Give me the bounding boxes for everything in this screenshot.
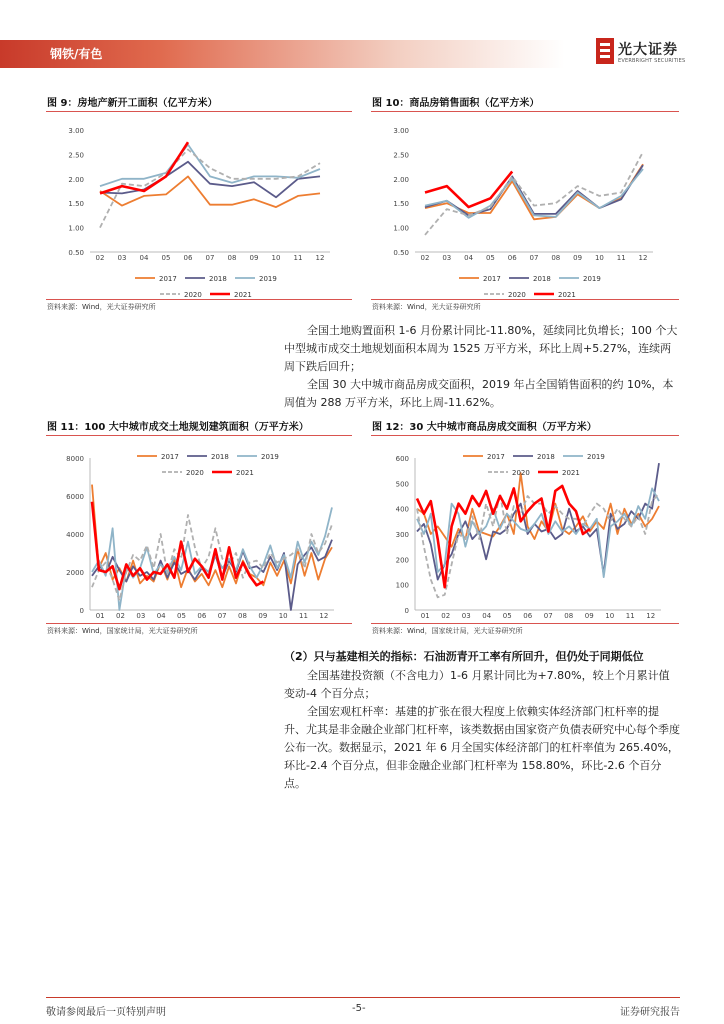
x-tick-label: 04 [156, 612, 166, 620]
x-tick-label: 03 [461, 612, 471, 620]
x-tick-label: 01 [95, 612, 105, 620]
series-line-2018 [425, 165, 643, 215]
legend-label-2020: 2020 [512, 469, 530, 477]
x-tick-label: 05 [177, 612, 186, 620]
x-tick-label: 05 [502, 612, 512, 620]
figure-11-bottom-rule [46, 623, 352, 624]
y-tick-label: 600 [395, 455, 409, 463]
x-tick-label: 05 [161, 254, 171, 262]
x-tick-label: 06 [183, 254, 193, 262]
y-tick-label: 1.50 [68, 200, 84, 209]
x-tick-label: 02 [116, 612, 125, 620]
section-tag: 钢铁/有色 [50, 47, 103, 61]
legend-label-2019: 2019 [587, 453, 605, 461]
x-tick-label: 03 [442, 254, 452, 262]
x-tick-label: 03 [117, 254, 127, 262]
figure-12-source: 资料来源：Wind，国家统计局，光大证券研究所 [372, 627, 523, 635]
x-tick-label: 06 [197, 612, 207, 620]
legend-label-2017: 2017 [483, 275, 501, 283]
footer-rule [46, 997, 680, 998]
y-tick-label: 200 [395, 556, 409, 565]
y-tick-label: 3.00 [393, 127, 409, 135]
x-tick-label: 02 [420, 254, 430, 262]
paragraph-infrastructure [284, 667, 680, 703]
y-tick-label: 0 [79, 607, 84, 615]
x-tick-label: 02 [95, 254, 105, 262]
logo-mark-icon [596, 38, 614, 64]
x-tick-label: 10 [278, 612, 288, 620]
x-tick-label: 07 [217, 612, 227, 620]
chart-figure-11 [46, 438, 352, 622]
x-tick-label: 09 [573, 254, 583, 262]
y-tick-label: 6000 [66, 493, 84, 501]
x-tick-label: 06 [507, 254, 517, 262]
footer-report-type: 证券研究报告 [620, 1007, 680, 1018]
paragraph-land-text: 全国土地购置面积 1-6 月份累计同比-11.80%，延续同比负增长；100 个大中型城市成交土地规划面积本周为 1525 万平方米，环比上周+5.27%，连续两周下跌后回升； [284, 324, 678, 373]
company-logo [596, 38, 686, 68]
figure-9-source: 资料来源：Wind，光大证券研究所 [47, 303, 156, 311]
x-tick-label: 11 [299, 612, 308, 620]
logo-english: EVERBRIGHT SECURITIES [618, 58, 686, 64]
legend-label-2017: 2017 [487, 453, 505, 461]
legend-label-2020: 2020 [508, 291, 526, 298]
legend-label-2020: 2020 [186, 469, 204, 477]
series-line-2021 [417, 486, 590, 587]
figure-10-source: 资料来源：Wind，光大证券研究所 [372, 303, 481, 311]
y-tick-label: 0.50 [393, 249, 409, 257]
y-tick-label: 500 [395, 480, 409, 489]
legend-label-2017: 2017 [161, 453, 179, 461]
x-tick-label: 07 [543, 612, 553, 620]
x-tick-label: 08 [227, 254, 237, 262]
x-tick-label: 04 [139, 254, 149, 262]
y-tick-label: 100 [395, 581, 409, 590]
figure-11-source: 资料来源：Wind，国家统计局，光大证券研究所 [47, 627, 198, 635]
figure-10-bottom-rule [371, 299, 679, 300]
figure-9-rule [46, 111, 352, 112]
x-tick-label: 10 [594, 254, 604, 262]
series-line-2019 [100, 145, 320, 187]
logo-name: 光大证券 [618, 42, 678, 58]
series-line-2020 [417, 494, 659, 598]
series-line-2019 [425, 169, 643, 218]
chart-figure-9 [46, 114, 352, 298]
figure-12-title: 图 12：30 大中城市商品房成交面积（万平方米） [372, 422, 597, 433]
legend-label-2019: 2019 [259, 275, 277, 283]
x-tick-label: 04 [464, 254, 474, 262]
x-tick-label: 08 [238, 612, 247, 620]
x-tick-label: 12 [319, 612, 329, 620]
paragraph-leverage-text: 全国宏观杠杆率：基建的扩张在很大程度上依赖实体经济部门杠杆率的提升、尤其是非金融企业部门杠杆率，该类数据由国家资产负债表研究中心每个季度公布一次。数据显示，2021 年 6 月全国实体经济部门的杠杆率值为 265.40%，环比-2.4 个百分点，但非金融企业部门杠杆率为 158.80%，环比-2.6 个百分点。 [284, 705, 680, 790]
legend-label-2018: 2018 [211, 453, 229, 461]
figure-11-rule [46, 435, 352, 436]
legend-label-2021: 2021 [236, 469, 254, 477]
x-tick-label: 03 [136, 612, 146, 620]
x-tick-label: 11 [625, 612, 635, 620]
x-tick-label: 09 [258, 612, 268, 620]
legend-label-2018: 2018 [537, 453, 555, 461]
legend-label-2019: 2019 [583, 275, 601, 283]
series-line-2017 [417, 473, 659, 547]
y-tick-label: 0 [404, 607, 409, 615]
x-tick-label: 06 [523, 612, 533, 620]
y-tick-label: 300 [395, 531, 409, 539]
x-tick-label: 12 [646, 612, 656, 620]
figure-11-title: 图 11：100 大中城市成交土地规划建筑面积（万平方米） [47, 422, 309, 433]
x-tick-label: 11 [616, 254, 626, 262]
legend-label-2021: 2021 [234, 291, 252, 298]
paragraph-land [284, 322, 680, 376]
series-line-2017 [425, 164, 643, 219]
x-tick-label: 11 [293, 254, 303, 262]
y-tick-label: 8000 [66, 455, 84, 463]
x-tick-label: 04 [482, 612, 492, 620]
legend-label-2017: 2017 [159, 275, 177, 283]
legend-label-2021: 2021 [558, 291, 576, 298]
x-tick-label: 09 [584, 612, 594, 620]
paragraph-30-cities-text: 全国 30 大中城市商品房成交面积，2019 年占全国销售面积的约 10%，本周值为 288 万平方米，环比上周-11.62%。 [284, 378, 674, 409]
x-tick-label: 08 [551, 254, 561, 262]
legend-label-2021: 2021 [562, 469, 580, 477]
figure-9-title: 图 9：房地产新开工面积（亿平方米） [47, 98, 218, 109]
y-tick-label: 2.00 [393, 175, 409, 184]
y-tick-label: 4000 [66, 531, 84, 539]
x-tick-label: 10 [605, 612, 615, 620]
x-tick-label: 07 [205, 254, 215, 262]
paragraph-30-cities [284, 376, 680, 412]
legend-label-2018: 2018 [209, 275, 227, 283]
x-tick-label: 12 [638, 254, 648, 262]
paragraph-leverage [284, 703, 680, 793]
y-tick-label: 400 [395, 505, 409, 514]
chart-figure-10 [371, 114, 679, 298]
x-tick-label: 12 [315, 254, 325, 262]
x-tick-label: 10 [271, 254, 281, 262]
y-tick-label: 2000 [66, 569, 84, 577]
legend-label-2020: 2020 [184, 291, 202, 298]
chart-figure-12 [371, 438, 679, 622]
x-tick-label: 07 [529, 254, 539, 262]
x-tick-label: 09 [249, 254, 259, 262]
footer-disclaimer: 敬请参阅最后一页特别声明 [46, 1007, 166, 1018]
figure-10-rule [371, 111, 679, 112]
y-tick-label: 1.00 [68, 224, 84, 233]
y-tick-label: 0.50 [68, 249, 84, 257]
figure-12-bottom-rule [371, 623, 679, 624]
y-tick-label: 2.00 [68, 175, 84, 184]
figure-9-bottom-rule [46, 299, 352, 300]
x-tick-label: 05 [485, 254, 495, 262]
x-tick-label: 01 [420, 612, 430, 620]
y-tick-label: 1.00 [393, 224, 409, 233]
paragraph-infrastructure-text: 全国基建投资额（不含电力）1-6 月累计同比为+7.80%，较上个月累计值变动-4 个百分点； [284, 669, 670, 700]
x-tick-label: 02 [441, 612, 451, 620]
section-subheading: （2）只与基建相关的指标：石油沥青开工率有所回升，但仍处于同期低位 [284, 650, 644, 663]
legend-label-2019: 2019 [261, 453, 279, 461]
legend-label-2018: 2018 [533, 275, 551, 283]
y-tick-label: 1.50 [393, 200, 409, 209]
series-line-2021 [100, 142, 188, 193]
y-tick-label: 2.50 [393, 151, 409, 160]
y-tick-label: 2.50 [68, 151, 84, 160]
y-tick-label: 3.00 [68, 127, 84, 135]
figure-12-rule [371, 435, 679, 436]
series-line-2020 [425, 152, 643, 235]
page-number: -5- [352, 1003, 366, 1014]
x-tick-label: 08 [564, 612, 574, 620]
figure-10-title: 图 10：商品房销售面积（亿平方米） [372, 98, 540, 109]
